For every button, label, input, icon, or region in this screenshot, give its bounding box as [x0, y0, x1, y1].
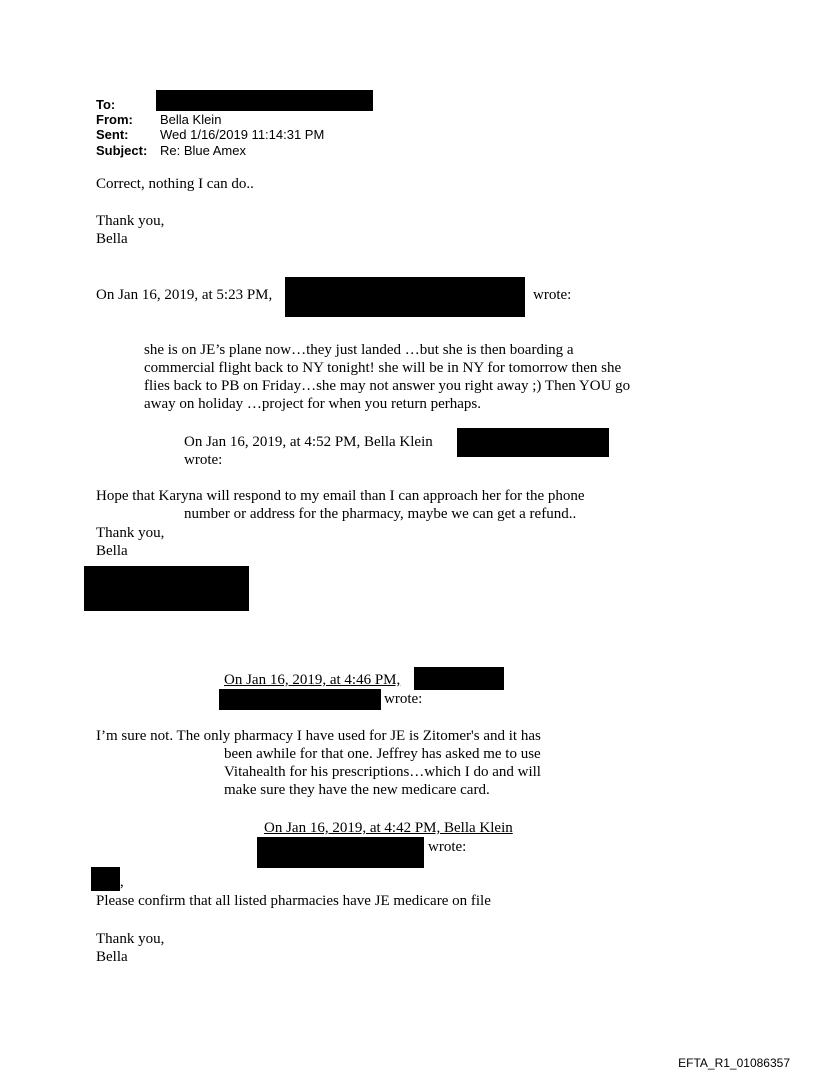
subject-value: Re: Blue Amex [160, 143, 246, 158]
msg2-line-1: she is on JE’s plane now…they just landed …but she is then boarding a [144, 342, 574, 358]
msg4-line-3: Vitahealth for his prescriptions…which I do and will [224, 764, 541, 780]
msg1-thanks: Thank you, [96, 213, 165, 229]
quote4-line-2: wrote: [428, 839, 467, 855]
subject-label: Subject: [96, 143, 148, 158]
msg3-signature: Bella [96, 543, 128, 559]
msg4-line-4: make sure they have the new medicare card. [224, 782, 490, 798]
msg4-line-1: I’m sure not. The only pharmacy I have used for JE is Zitomer's and it has [96, 728, 541, 744]
quote1-suffix: wrote: [533, 287, 572, 303]
redaction-block [84, 566, 249, 611]
redaction-quote1-sender [285, 277, 525, 317]
msg1-signature: Bella [96, 231, 128, 247]
quote4-line-1: On Jan 16, 2019, at 4:42 PM, Bella Klein [264, 820, 513, 836]
to-label: To: [96, 97, 116, 112]
msg2-line-4: away on holiday …project for when you return perhaps. [144, 396, 481, 412]
sent-label: Sent: [96, 127, 129, 142]
msg5-thanks: Thank you, [96, 931, 165, 947]
quote2-line-2: wrote: [184, 452, 223, 468]
msg2-line-2: commercial flight back to NY tonight! she will be in NY for tomorrow then she [144, 360, 622, 376]
from-value: Bella Klein [160, 112, 222, 127]
from-label: From: [96, 112, 133, 127]
redaction-quote3-email [219, 689, 381, 710]
quote3-line-2: wrote: [384, 691, 423, 707]
msg5-body: Please confirm that all listed pharmacies have JE medicare on file [96, 893, 491, 909]
quote2-line-1: On Jan 16, 2019, at 4:52 PM, Bella Klein [184, 434, 433, 450]
redaction-to [156, 90, 373, 111]
msg5-greeting-comma: , [120, 874, 124, 890]
quote1-prefix: On Jan 16, 2019, at 5:23 PM, [96, 287, 273, 303]
msg5-signature: Bella [96, 949, 128, 965]
document-id: EFTA_R1_01086357 [678, 1056, 790, 1070]
quote3-line-1: On Jan 16, 2019, at 4:46 PM, [224, 672, 401, 688]
redaction-quote4-email [257, 837, 424, 868]
sent-value: Wed 1/16/2019 11:14:31 PM [160, 127, 325, 142]
msg2-line-3: flies back to PB on Friday…she may not answer you right away ;) Then YOU go [144, 378, 631, 394]
redaction-greeting-name [91, 867, 120, 891]
msg3-line-1: Hope that Karyna will respond to my email than I can approach her for the phone [96, 488, 585, 504]
msg4-line-2: been awhile for that one. Jeffrey has asked me to use [224, 746, 541, 762]
redaction-quote2-email [457, 428, 609, 457]
msg3-line-2: number or address for the pharmacy, maybe we can get a refund.. [184, 506, 577, 522]
msg3-thanks: Thank you, [96, 525, 165, 541]
redaction-quote3-sender [414, 667, 504, 690]
msg1-body: Correct, nothing I can do.. [96, 176, 254, 192]
